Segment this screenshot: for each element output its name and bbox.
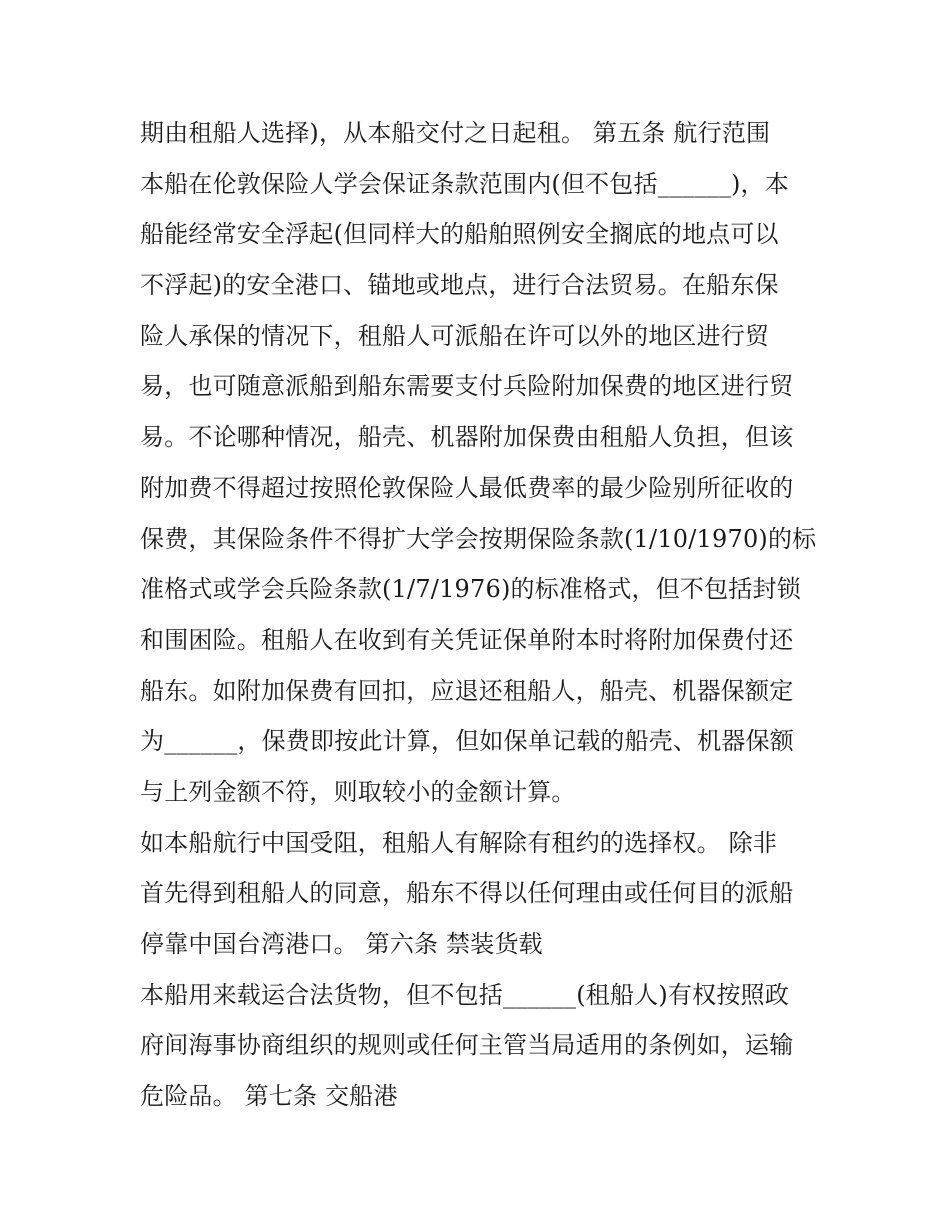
text-line: 和围困险。租船人在收到有关凭证保单附本时将附加保费付还 [140, 625, 794, 654]
text-line: 停靠中国台湾港口。 第六条 禁装货载 [140, 930, 543, 958]
text-line: 不浮起)的安全港口、锚地或地点，进行合法贸易。在船东保 [140, 271, 779, 300]
text-line: 船能经常安全浮起(但同样大的船舶照例安全搁底的地点可以 [140, 220, 779, 249]
text-line: 危险品。 第七条 交船港 [140, 1082, 398, 1111]
text-line: 保费，其保险条件不得扩大学会按期保险条款(1/10/1970)的标 [140, 524, 817, 553]
text-line: 附加费不得超过按照伦敦保险人最低费率的最少险别所征收的 [140, 473, 794, 502]
text-line: 易。不论哪种情况，船壳、机器附加保费由租船人负担，但该 [140, 423, 794, 452]
text-line: 易，也可随意派船到船东需要支付兵险附加保费的地区进行贸 [140, 372, 794, 401]
text-line: 本船在伦敦保险人学会保证条款范围内(但不包括______)，本 [140, 169, 789, 198]
text-line: 险人承保的情况下，租船人可派船在许可以外的地区进行贸 [140, 321, 770, 350]
text-line: 本船用来载运合法货物，但不包括______(租船人)有权按照政 [140, 980, 789, 1009]
text-line: 首先得到租船人的同意，船东不得以任何理由或任何目的派船 [140, 879, 794, 908]
text-line: 准格式或学会兵险条款(1/7/1976)的标准格式，但不包括封锁 [140, 575, 801, 604]
text-line: 府间海事协商组织的规则或任何主管当局适用的条例如，运输 [140, 1031, 794, 1060]
text-line: 船东。如附加保费有回扣，应退还租船人，船壳、机器保额定 [140, 676, 794, 705]
document-body [140, 108, 820, 1122]
text-line: 如本船航行中国受阻，租船人有解除有租约的选择权。 除非 [140, 828, 778, 857]
text-line: 为______，保费即按此计算，但如保单记载的船壳、机器保额 [140, 727, 794, 756]
text-line: 与上列金额不符，则取较小的金额计算。 [140, 777, 576, 806]
text-line: 期由租船人选择)，从本船交付之日起租。 第五条 航行范围 [140, 119, 771, 147]
